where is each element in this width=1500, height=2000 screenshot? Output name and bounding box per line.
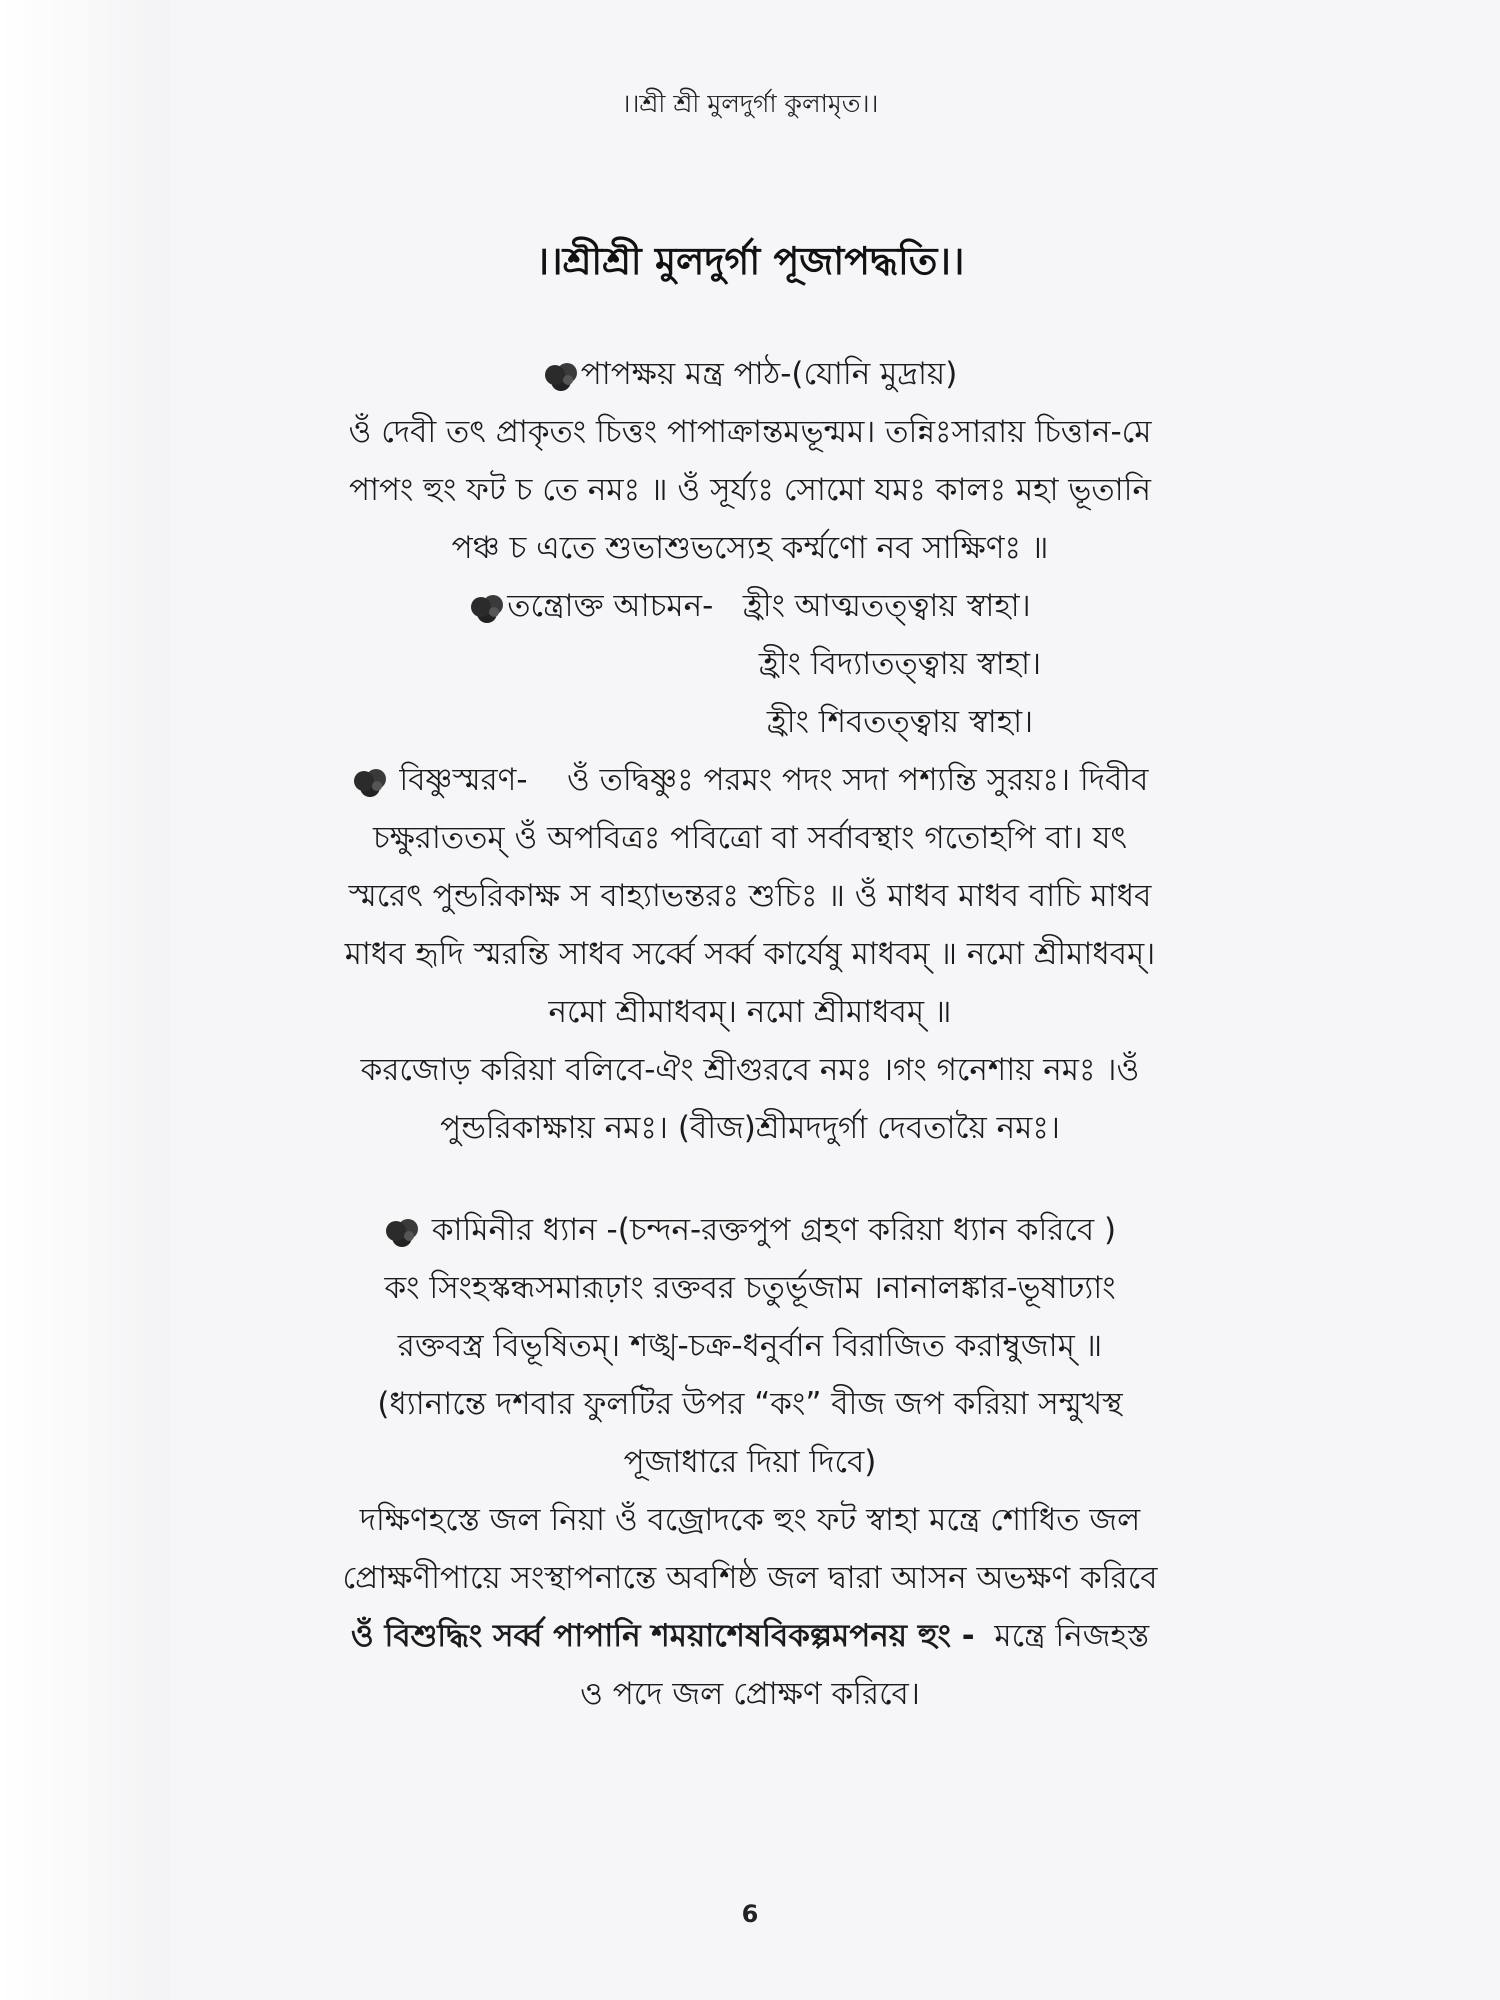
bold-mantra: ওঁ বিশুদ্ধিং সর্ব্ব পাপানি শময়াশেষবিকল্পমপনয় হুং - <box>350 1618 975 1654</box>
papakshay-heading: পাপক্ষয় মন্ত্র পাঠ-(যোনি মুদ্রায়) <box>580 356 958 392</box>
text-line: হ্রীং আত্মতত্ত্বায় স্বাহা। <box>742 588 1031 624</box>
text-line: পুন্ডরিকাক্ষায় নমঃ। (বীজ)শ্রীমদদুর্গা দেবতায়ৈ নমঃ। <box>440 1110 1060 1146</box>
text-line: কং সিংহস্কন্ধসমারূঢ়াং রক্তবর চতুর্ভূজাম ।নানালঙ্কার-ভূষাঢ্যাং <box>384 1270 1116 1306</box>
text-line: রক্তবস্ত্র বিভূষিতম্। শঙ্খ-চক্র-ধনুর্বান বিরাজিত করাম্বুজাম্ ॥ <box>397 1328 1103 1364</box>
text-line: মাধব হৃদি স্মরন্তি সাধব সর্ব্বে সর্ব্ব কার্যেষু মাধবম্ ॥ নমো শ্রীমাধবম্। <box>344 936 1156 972</box>
mantra-tail: মন্ত্রে নিজহস্ত <box>994 1618 1150 1654</box>
text-line: (ধ্যানান্তে দশবার ফুলটির উপর “কং” বীজ জপ করিয়া সম্মুখস্থ <box>377 1386 1123 1422</box>
page-title: ।।শ্রীশ্রী মুলদুর্গা পূজাপদ্ধতি।। <box>535 239 965 283</box>
flower-icon <box>543 361 577 387</box>
text-line: চক্ষুরাততম্ ওঁ অপবিত্রঃ পবিত্রো বা সর্বাবস্থাং গতোহপি বা। যৎ <box>372 820 1128 856</box>
text-line: নমো শ্রীমাধবম্। নমো শ্রীমাধবম্ ॥ <box>548 994 952 1030</box>
achaman-heading-line <box>210 577 1290 635</box>
text-line: পঞ্চ চ এতে শুভাশুভস্যেহ কর্ম্মণো নব সাক্ষিণঃ ॥ <box>451 530 1049 566</box>
running-header: ।।শ্রী শ্রী মুলদুর্গা কুলামৃত।। <box>621 89 879 118</box>
text-body <box>210 345 1290 1723</box>
text-line: ও পদে জল প্রোক্ষণ করিবে। <box>580 1676 920 1712</box>
text-line: পূজাধারে দিয়া দিবে) <box>623 1444 877 1480</box>
page-edge-shade <box>0 0 170 2000</box>
flower-icon <box>469 593 503 619</box>
text-line: স্মরেৎ পুন্ডরিকাক্ষ স বাহ্যাভন্তরঃ শুচিঃ ॥ ওঁ মাধব মাধব বাচি মাধব <box>348 878 1152 914</box>
text-line: করজোড় করিয়া বলিবে-ঐং শ্রীগুরবে নমঃ ।গং গনেশায় নমঃ ।ওঁ <box>360 1052 1140 1088</box>
vishnu-heading-line <box>210 751 1290 809</box>
section-gap <box>210 1157 1290 1201</box>
flower-icon <box>384 1217 418 1243</box>
vishnu-heading: বিষ্ণুস্মরণ- <box>399 762 528 798</box>
kamini-heading: কামিনীর ধ্যান -(চন্দন-রক্তপুপ গ্রহণ করিয়া ধ্যান করিবে ) <box>431 1212 1117 1248</box>
text-line: দক্ষিণহস্তে জল নিয়া ওঁ বজ্রোদকে হুং ফট স্বাহা মন্ত্রে শোধিত জল <box>359 1502 1141 1538</box>
text-line: প্রোক্ষণীপায়ে সংস্থাপনান্তে অবশিষ্ঠ জল দ্বারা আসন অভক্ষণ করিবে <box>342 1560 1158 1596</box>
papakshay-heading-line <box>210 345 1290 403</box>
text-line: ওঁ তদ্বিষ্ণুঃ পরমং পদং সদা পশ্যন্তি সুরয়ঃ। দিবীব <box>566 762 1149 798</box>
achaman-heading: তন্ত্রোক্ত আচমন- <box>507 588 714 624</box>
text-line: হ্রীং বিদ্যাতত্ত্বায় স্বাহা। <box>758 646 1042 682</box>
kamini-heading-line <box>210 1201 1290 1259</box>
text-line: হ্রীং শিবতত্ত্বায় স্বাহা। <box>766 704 1034 740</box>
page-number: 6 <box>741 1900 759 1928</box>
flower-icon <box>352 767 386 793</box>
text-line: ওঁ দেবী তৎ প্রাকৃতং চিত্তং পাপাক্রান্তমভূন্মম। তন্নিঃসারায় চিত্তান-মে <box>348 414 1152 450</box>
text-line: পাপং হুং ফট চ তে নমঃ ॥ ওঁ সূর্য্যঃ সোমো যমঃ কালঃ মহা ভূতানি <box>348 472 1152 508</box>
mantra-line <box>210 1607 1290 1665</box>
